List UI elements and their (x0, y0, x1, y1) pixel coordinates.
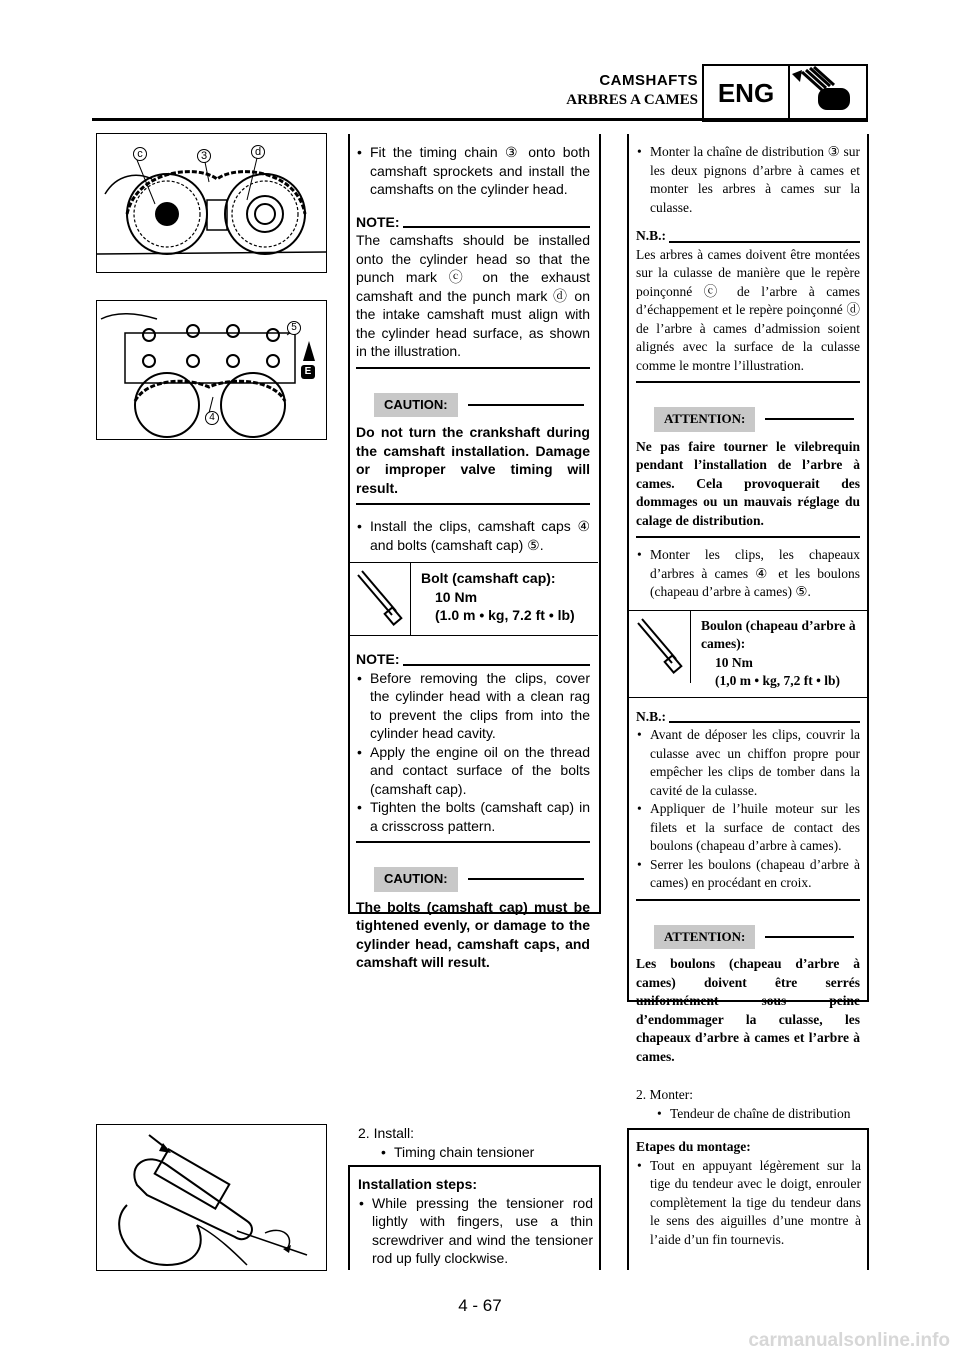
french-column (636, 143, 860, 1066)
en-steps-item: • While pressing the tensioner rod lightly with fingers, use a thin screwdriver and wind the tensioner rod up fully clockwise. (358, 1194, 593, 1268)
fr-caution2-label: ATTENTION: (654, 925, 755, 950)
en-steps-box (348, 1165, 601, 1268)
en-steps-title: Installation steps: (358, 1176, 478, 1192)
en-note2-label: NOTE: (356, 651, 400, 667)
figure-timing-chain-tensioner (96, 1124, 327, 1271)
english-column (356, 143, 590, 972)
column-rule-en-right (599, 134, 601, 914)
en-note2-item-1: • Before removing the clips, cover the cylinder head with a clean rag to prevent the clips from into the cylinder head cavity. (356, 669, 590, 743)
fr-step1-bullet: • Monter la chaîne de distribution ③ sur les deux pignons d’arbre à cames et monter les arbres à cames sur la culasse. (636, 143, 860, 217)
en-install-section (358, 1124, 590, 1161)
header-title-fr: ARBRES A CAMES (566, 92, 698, 108)
en-torque-box (348, 562, 598, 636)
fig2-label-4: 4 (205, 411, 219, 425)
fig1-label-d: d (251, 145, 265, 159)
fr-note2-label: N.B.: (636, 708, 666, 724)
en-note2-item-3: • Tighten the bolts (camshaft cap) in a crisscross pattern. (356, 798, 590, 835)
en-caution1-header (356, 393, 590, 418)
fr-install-heading: 2. Monter: (636, 1087, 693, 1102)
en-note1-header (356, 213, 590, 232)
fr-step2-bullet: • Monter les clips, les chapeaux d’arbres à cames ④ et les boulons (chapeau d’arbre à cames) ⑤. (636, 546, 860, 602)
fr-note2-header (636, 708, 860, 727)
fr-caution1-end-rule (636, 536, 860, 538)
fr-caution1-text: Ne pas faire tourner le vilebrequin pendant l’installation de l’arbre à cames. Cela provoquerait des dommages ou un mauvais réglage du calage de distribution. (636, 438, 860, 528)
fr-steps-box (627, 1128, 869, 1249)
en-torque-text (411, 563, 575, 635)
camshaft-sprocket-illustration (97, 134, 326, 272)
en-note1-label: NOTE: (356, 213, 400, 230)
en-torque-title: Bolt (camshaft cap): (421, 570, 556, 586)
figure-timing-chain-marks (96, 133, 327, 273)
fr-note1-text: Les arbres à cames doivent être montées sur la culasse de manière que le repère poinçonné ⓒ de l’arbre à cames d’échappement et le repère poinçonné ⓓ de l’arbre à cames d’admission soient alignés avec la surface de la culasse comme le montre l’illustration. (636, 246, 860, 373)
fr-caution2-header (636, 925, 860, 950)
fr-note2-item-2: • Appliquer de l’huile moteur sur les filets et la surface de contact des boulons (chapeau d’arbre à cames). (636, 800, 860, 856)
en-step2-bullet: • Install the clips, camshaft caps ④ and bolts (camshaft cap) ⑤. (356, 517, 590, 554)
en-caution1-label: CAUTION: (374, 393, 458, 418)
fr-caution1-label: ATTENTION: (654, 407, 755, 432)
header-title-en: CAMSHAFTS (599, 72, 698, 89)
engine-icon-box (788, 64, 868, 122)
en-step1-bullet: • Fit the timing chain ③ onto both camshaft sprockets and install the camshafts on the cylinder head. (356, 143, 590, 199)
column-rule-fr (627, 134, 629, 1002)
page-number: 4 - 67 (458, 1296, 502, 1315)
fr-install-item: • Tendeur de chaîne de distribution (656, 1105, 864, 1124)
fig2-label-E: E (301, 365, 315, 379)
engine-icon (788, 66, 866, 120)
fr-steps-item: • Tout en appuyant légèrement sur la tige du tendeur avec le doigt, enrouler complètement la tige du tendeur dans le sens des aiguilles d’une montre à l’aide d’un fin tournevis. (636, 1157, 861, 1250)
section-label: ENG (717, 77, 775, 108)
header-rule (92, 118, 868, 121)
en-caution1-end-rule (356, 503, 590, 505)
fr-torque-box (628, 610, 868, 698)
fig2-label-5: 5 (287, 321, 301, 335)
fr-caution1-header (636, 407, 860, 432)
fr-install-section (636, 1086, 864, 1123)
en-note2-item-2: • Apply the engine oil on the thread and contact surface of the bolts (camshaft cap). (356, 743, 590, 799)
en-torque-alt: (1.0 m • kg, 7.2 ft • lb) (435, 607, 575, 623)
fr-caution2-text: Les boulons (chapeau d’arbre à cames) doivent être serrés uniformément sous peine d’endommager la culasse, les chapeaux d’arbre à cames et l’arbre à cames. (636, 956, 860, 1064)
section-badge (702, 64, 790, 122)
fr-note2-end-rule (636, 899, 860, 901)
en-install-item: • Timing chain tensioner (380, 1143, 590, 1162)
fr-note1-end-rule (636, 381, 860, 383)
en-caution2-header (356, 867, 590, 892)
en-caution2-label: CAUTION: (374, 867, 458, 892)
en-note2-header (356, 650, 590, 669)
en-note2-end-rule (356, 841, 590, 843)
en-note1-end-rule (356, 367, 590, 369)
fr-torque-text (691, 611, 868, 697)
fr-torque-alt: (1,0 m • kg, 7,2 ft • lb) (715, 673, 840, 688)
fig1-label-3: 3 (197, 149, 211, 163)
torque-wrench-icon (348, 563, 411, 635)
fr-note2-item-3: • Serrer les boulons (chapeau d’arbre à cames) en procédant en croix. (636, 856, 860, 893)
watermark: carmanualsonline.info (748, 1330, 950, 1351)
fr-note1-header (636, 227, 860, 246)
en-install-heading: 2. Install: (358, 1125, 415, 1141)
fr-torque-value: 10 Nm (715, 654, 753, 670)
column-rule-fr-right (867, 134, 869, 1002)
en-caution1-text: Do not turn the crankshaft during the camshaft installation. Damage or improper valve timing will result. (356, 424, 590, 496)
fr-torque-title: Boulon (chapeau d’arbre à cames): (701, 617, 856, 651)
torque-wrench-icon-fr (628, 611, 691, 683)
en-note1-text: The camshafts should be installed onto the cylinder head so that the punch mark ⓒ on the exhaust camshaft and the punch mark ⓓ on the intake camshaft must align with the cylinder head surface, as shown in the illustration. (356, 232, 590, 359)
column-rule-en (348, 134, 350, 914)
en-torque-value: 10 Nm (435, 588, 478, 605)
en-caution2-text: The bolts (camshaft cap) must be tightened evenly, or damage to the cylinder head, camshaft caps, and camshaft will result. (356, 898, 590, 970)
fr-note1-label: N.B.: (636, 228, 666, 243)
figure-camshaft-caps (96, 300, 327, 440)
fr-steps-title: Etapes du montage: (636, 1139, 751, 1154)
fr-note2-item-1: • Avant de déposer les clips, couvrir la culasse avec un chiffon propre pour empêcher les clips de tomber dans la cavité de la culasse. (636, 726, 860, 800)
tensioner-illustration (97, 1125, 326, 1270)
fig1-label-c: c (133, 147, 147, 161)
